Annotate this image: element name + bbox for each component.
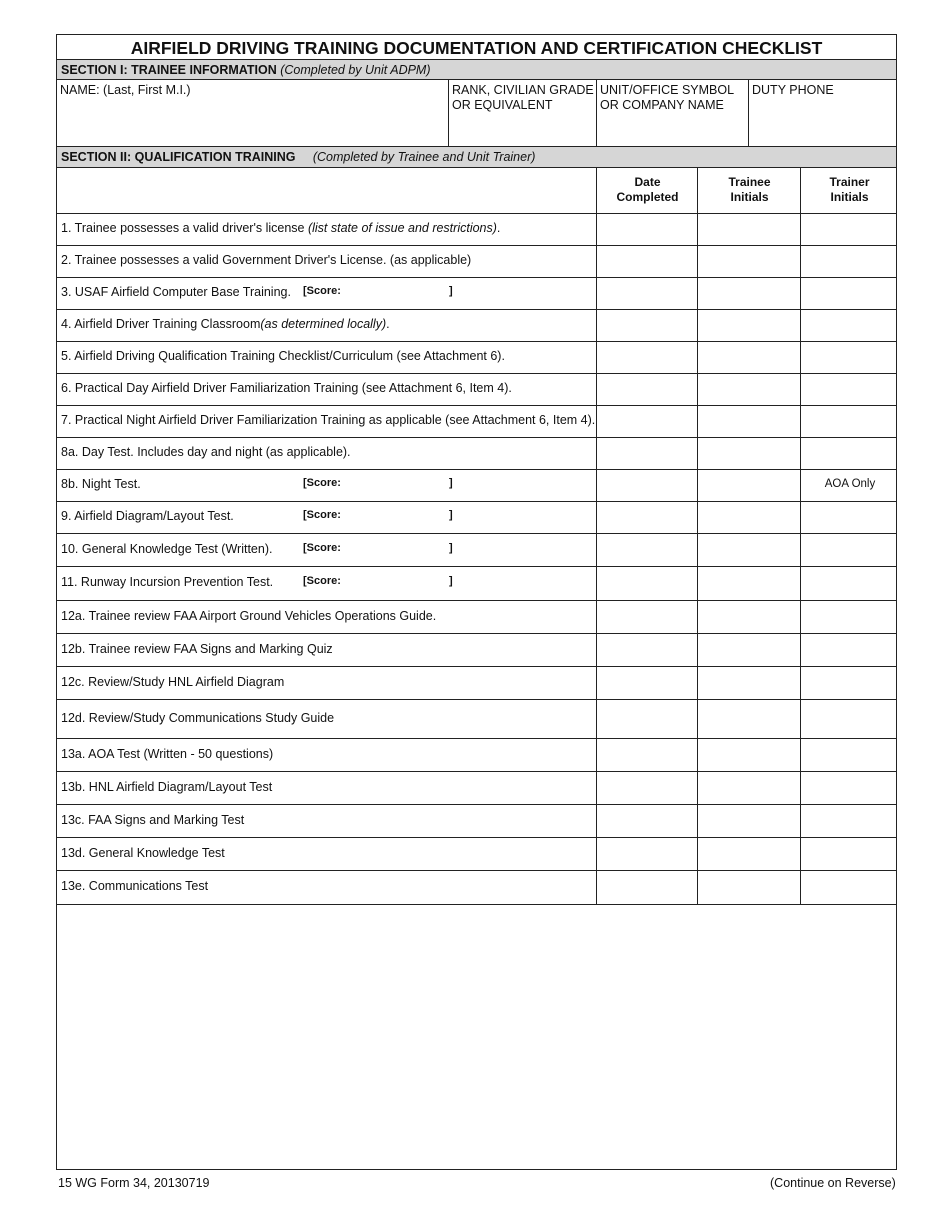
trainee-initials-cell[interactable] xyxy=(698,837,800,870)
trainer-initials-cell[interactable] xyxy=(801,533,898,566)
trainee-initials-cell[interactable] xyxy=(698,666,800,699)
row-description: 10. General Knowledge Test (Written). xyxy=(61,541,273,556)
trainee-initials-cell[interactable] xyxy=(698,213,800,245)
trainee-initials-cell[interactable] xyxy=(698,771,800,804)
trainer-initials-cell[interactable] xyxy=(801,437,898,469)
table-row xyxy=(57,600,896,633)
trainer-note: AOA Only xyxy=(824,478,876,490)
row-description: 6. Practical Day Airfield Driver Familiarization Training (see Attachment 6, Item 4). xyxy=(61,381,512,395)
score-field[interactable] xyxy=(349,473,445,497)
trainee-initials-cell[interactable] xyxy=(698,501,800,533)
date-completed-cell[interactable] xyxy=(597,771,697,804)
table-row xyxy=(57,666,896,699)
trainee-initials-cell[interactable] xyxy=(698,804,800,837)
date-completed-cell[interactable] xyxy=(597,469,697,501)
trainer-initials-cell[interactable] xyxy=(801,771,898,804)
row-description: 12b. Trainee review FAA Signs and Marking Quiz xyxy=(61,641,333,656)
trainee-initials-cell[interactable] xyxy=(698,405,800,437)
table-row xyxy=(57,405,896,437)
section2-note: (Completed by Trainee and Unit Trainer) xyxy=(312,150,536,164)
trainee-initials-cell[interactable] xyxy=(698,437,800,469)
section2-label: SECTION II: QUALIFICATION TRAINING xyxy=(61,150,296,164)
table-row xyxy=(57,373,896,405)
table-row xyxy=(57,566,896,600)
trainer-initials-cell[interactable] xyxy=(801,245,898,277)
date-completed-cell[interactable] xyxy=(597,373,697,405)
date-completed-cell[interactable] xyxy=(597,870,697,904)
row-description: 13b. HNL Airfield Diagram/Layout Test xyxy=(61,779,273,794)
score-bracket: ] xyxy=(449,477,453,489)
checklist-form xyxy=(56,34,897,1170)
trainer-initials-cell[interactable] xyxy=(801,566,898,600)
row-description: 12d. Review/Study Communications Study Guide xyxy=(61,710,335,725)
date-completed-cell[interactable] xyxy=(597,699,697,738)
table-row xyxy=(57,633,896,666)
date-completed-cell[interactable] xyxy=(597,533,697,566)
trainer-initials-cell[interactable] xyxy=(801,837,898,870)
table-row xyxy=(57,437,896,469)
row-description: 12c. Review/Study HNL Airfield Diagram xyxy=(61,674,285,689)
score-field[interactable] xyxy=(349,537,445,562)
trainee-info-row xyxy=(57,80,896,146)
trainee-initials-cell[interactable] xyxy=(698,699,800,738)
row-description: 2. Trainee possesses a valid Government Driver's License. (as applicable) xyxy=(61,253,472,267)
date-completed-cell[interactable] xyxy=(597,804,697,837)
trainee-initials-cell[interactable] xyxy=(698,633,800,666)
row-description: 11. Runway Incursion Prevention Test. xyxy=(61,575,274,589)
trainee-initials-header: Trainee Initials xyxy=(728,175,771,204)
trainer-initials-cell[interactable] xyxy=(801,405,898,437)
trainer-initials-cell[interactable] xyxy=(801,501,898,533)
date-completed-header: Date Completed xyxy=(616,175,679,204)
trainer-initials-cell[interactable] xyxy=(801,277,898,309)
name-field[interactable]: NAME: (Last, First M.I.) xyxy=(60,83,191,97)
table-row xyxy=(57,771,896,804)
trainer-initials-cell[interactable] xyxy=(801,699,898,738)
trainee-initials-cell[interactable] xyxy=(698,309,800,341)
row-description: 8b. Night Test. xyxy=(61,477,141,491)
score-field[interactable] xyxy=(349,281,445,305)
row-description: 13d. General Knowledge Test xyxy=(61,845,225,860)
trainer-initials-cell[interactable] xyxy=(801,600,898,633)
row-description: 7. Practical Night Airfield Driver Familiarization Training as applicable (see Attachment 6, Item 4). xyxy=(61,413,596,427)
trainer-initials-cell[interactable] xyxy=(801,309,898,341)
date-completed-cell[interactable] xyxy=(597,600,697,633)
row-description: 4. Airfield Driver Training Classroom(as determined locally). xyxy=(61,317,390,331)
date-completed-cell[interactable] xyxy=(597,213,697,245)
unit-field[interactable]: UNIT/OFFICE SYMBOL OR COMPANY NAME xyxy=(600,83,735,112)
trainee-initials-cell[interactable] xyxy=(698,341,800,373)
row-description: 13a. AOA Test (Written - 50 questions) xyxy=(61,746,274,761)
trainer-initials-header: Trainer Initials xyxy=(829,175,870,204)
table-row xyxy=(57,738,896,771)
trainee-initials-cell[interactable] xyxy=(698,373,800,405)
trainee-initials-cell[interactable] xyxy=(698,469,800,501)
date-completed-cell[interactable] xyxy=(597,566,697,600)
date-completed-cell[interactable] xyxy=(597,405,697,437)
row-description: 8a. Day Test. Includes day and night (as applicable). xyxy=(61,445,351,459)
date-completed-cell[interactable] xyxy=(597,501,697,533)
score-label: [Score: xyxy=(303,575,341,587)
form-title: AIRFIELD DRIVING TRAINING DOCUMENTATION AND CERTIFICATION CHECKLIST xyxy=(130,38,823,58)
table-row xyxy=(57,309,896,341)
date-completed-cell[interactable] xyxy=(597,437,697,469)
trainer-initials-cell[interactable] xyxy=(801,341,898,373)
row-description: 5. Airfield Driving Qualification Training Checklist/Curriculum (see Attachment 6). xyxy=(61,349,505,363)
row-description: 12a. Trainee review FAA Airport Ground Vehicles Operations Guide. xyxy=(61,608,437,623)
duty-phone-field[interactable]: DUTY PHONE xyxy=(752,83,834,97)
score-label: [Score: xyxy=(303,541,341,554)
row-description: 9. Airfield Diagram/Layout Test. xyxy=(61,509,234,523)
table-row xyxy=(57,213,896,245)
score-field[interactable] xyxy=(349,570,445,596)
form-number: 15 WG Form 34, 20130719 xyxy=(58,1176,210,1190)
score-bracket: ] xyxy=(449,541,453,554)
continue-note: (Continue on Reverse) xyxy=(770,1176,896,1190)
score-label: [Score: xyxy=(303,509,341,521)
trainee-initials-cell[interactable] xyxy=(698,870,800,904)
date-completed-cell[interactable] xyxy=(597,277,697,309)
date-completed-cell[interactable] xyxy=(597,245,697,277)
date-completed-cell[interactable] xyxy=(597,633,697,666)
score-bracket: ] xyxy=(449,285,453,297)
trainer-initials-cell[interactable] xyxy=(801,870,898,904)
row-description: 13c. FAA Signs and Marking Test xyxy=(61,812,245,827)
score-bracket: ] xyxy=(449,575,453,587)
date-completed-cell[interactable] xyxy=(597,309,697,341)
section1-label: SECTION I: TRAINEE INFORMATION xyxy=(61,63,277,77)
trainee-initials-cell[interactable] xyxy=(698,533,800,566)
row-description: 13e. Communications Test xyxy=(61,879,209,893)
row-description: 1. Trainee possesses a valid driver's license (list state of issue and restrictions). xyxy=(61,221,501,235)
table-row xyxy=(57,699,896,738)
date-completed-cell[interactable] xyxy=(597,666,697,699)
score-label: [Score: xyxy=(303,477,341,489)
section2-header xyxy=(57,146,896,168)
trainee-initials-cell[interactable] xyxy=(698,600,800,633)
trainer-initials-cell[interactable] xyxy=(801,373,898,405)
table-row xyxy=(57,804,896,837)
trainee-initials-cell[interactable] xyxy=(698,245,800,277)
date-completed-cell[interactable] xyxy=(597,738,697,771)
section1-note: (Completed by Unit ADPM) xyxy=(280,63,431,77)
trainer-initials-cell[interactable] xyxy=(801,213,898,245)
row-description: 3. USAF Airfield Computer Base Training. xyxy=(61,285,291,299)
trainee-initials-cell[interactable] xyxy=(698,738,800,771)
score-bracket: ] xyxy=(449,509,453,521)
table-row xyxy=(57,837,896,870)
trainer-initials-cell[interactable] xyxy=(801,666,898,699)
table-row xyxy=(57,277,896,309)
table-row xyxy=(57,533,896,566)
trainer-initials-cell[interactable] xyxy=(801,738,898,771)
trainee-initials-cell[interactable] xyxy=(698,566,800,600)
table-row xyxy=(57,469,896,501)
table-row xyxy=(57,870,896,904)
score-field[interactable] xyxy=(349,505,445,529)
section1-header xyxy=(57,59,896,80)
trainer-initials-cell[interactable] xyxy=(801,804,898,837)
table-row xyxy=(57,501,896,533)
trainer-initials-cell[interactable] xyxy=(801,633,898,666)
date-completed-cell[interactable] xyxy=(597,341,697,373)
table-row xyxy=(57,341,896,373)
score-label: [Score: xyxy=(303,285,341,297)
rank-field[interactable]: RANK, CIVILIAN GRADE OR EQUIVALENT xyxy=(452,83,594,112)
table-row xyxy=(57,245,896,277)
trainee-initials-cell[interactable] xyxy=(698,277,800,309)
date-completed-cell[interactable] xyxy=(597,837,697,870)
